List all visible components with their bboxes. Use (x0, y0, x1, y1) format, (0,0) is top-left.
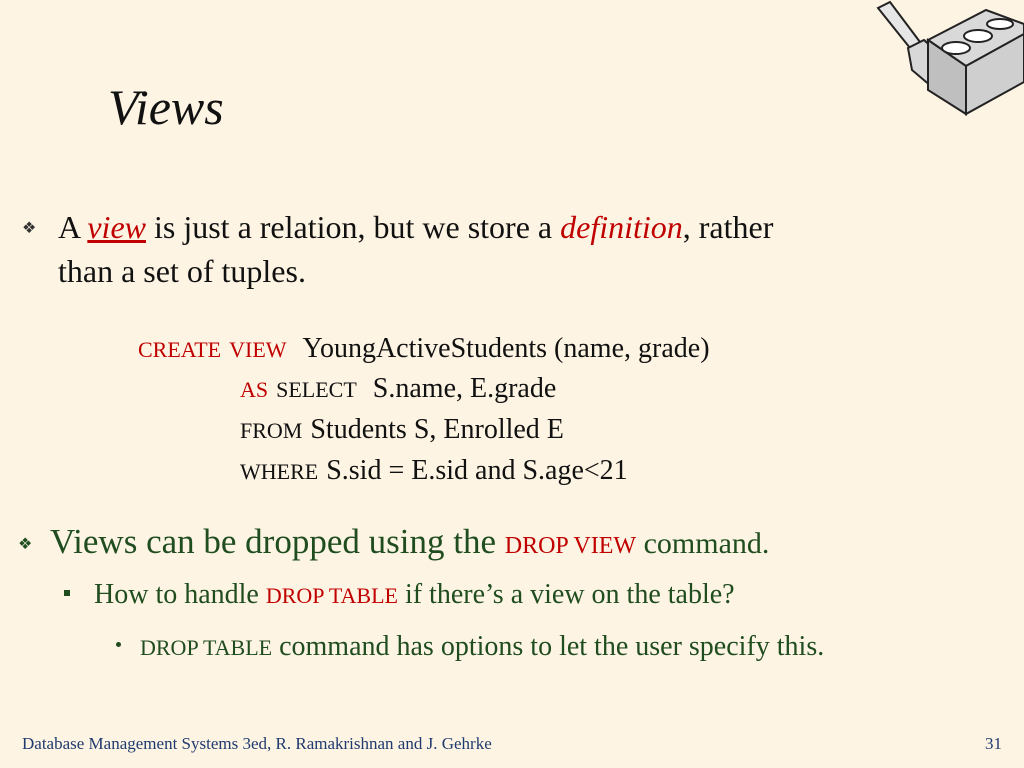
sql-text: Students S, Enrolled E (310, 414, 564, 445)
keyword-drop-table: DROP TABLE (140, 635, 273, 660)
sql-text: YoungActiveStudents (name, grade) (302, 333, 710, 364)
term-view: view (87, 209, 146, 245)
sql-text: S.name, E.grade (372, 373, 557, 404)
sub-bullet-drop-table (94, 576, 735, 615)
diamond-bullet-icon: ❖ (18, 536, 33, 553)
slide-title: Views (108, 79, 224, 135)
sql-keyword: CREATE (138, 337, 222, 362)
diamond-bullet-icon: ❖ (22, 220, 37, 237)
keyword-drop-table: DROP TABLE (265, 583, 398, 608)
sql-keyword: AS (240, 377, 269, 402)
sql-keyword: WHERE (240, 459, 319, 484)
bullet4-post: command has options to let the user specify this. (272, 631, 825, 662)
bullet3-pre: How to handle (94, 579, 266, 610)
sql-line-select (240, 373, 556, 405)
term-definition: definition (560, 209, 683, 245)
sql-keyword: FROM (240, 418, 303, 443)
square-bullet-icon (64, 590, 70, 596)
keyword-drop-view: DROP VIEW (504, 533, 637, 559)
slide-footer: Database Management Systems 3ed, R. Ramakrishnan and J. Gehrke (22, 734, 492, 753)
sql-line-create (138, 333, 710, 365)
bullet1-post: , rather than a set of tuples. (58, 209, 774, 289)
bullet-view-definition (58, 205, 778, 293)
bullet3-post: if there’s a view on the table? (397, 579, 735, 610)
brick-trowel-logo-icon (868, 0, 1024, 122)
sql-keyword: SELECT (276, 377, 357, 402)
sql-line-where (240, 455, 628, 487)
sql-text: S.sid = E.sid and S.age<21 (326, 455, 628, 486)
bullet1-pre: A (58, 209, 88, 245)
sub-sub-bullet-options (140, 626, 1000, 669)
dot-bullet-icon (116, 642, 121, 647)
page-number: 31 (985, 734, 1002, 753)
sql-keyword: VIEW (229, 337, 287, 362)
bullet1-mid: is just a relation, but we store a (145, 209, 561, 245)
sql-line-from (240, 414, 564, 446)
bullet-drop-view (50, 519, 769, 569)
bullet2-pre: Views can be dropped using the (50, 522, 505, 561)
bullet2-post: command. (636, 527, 770, 560)
